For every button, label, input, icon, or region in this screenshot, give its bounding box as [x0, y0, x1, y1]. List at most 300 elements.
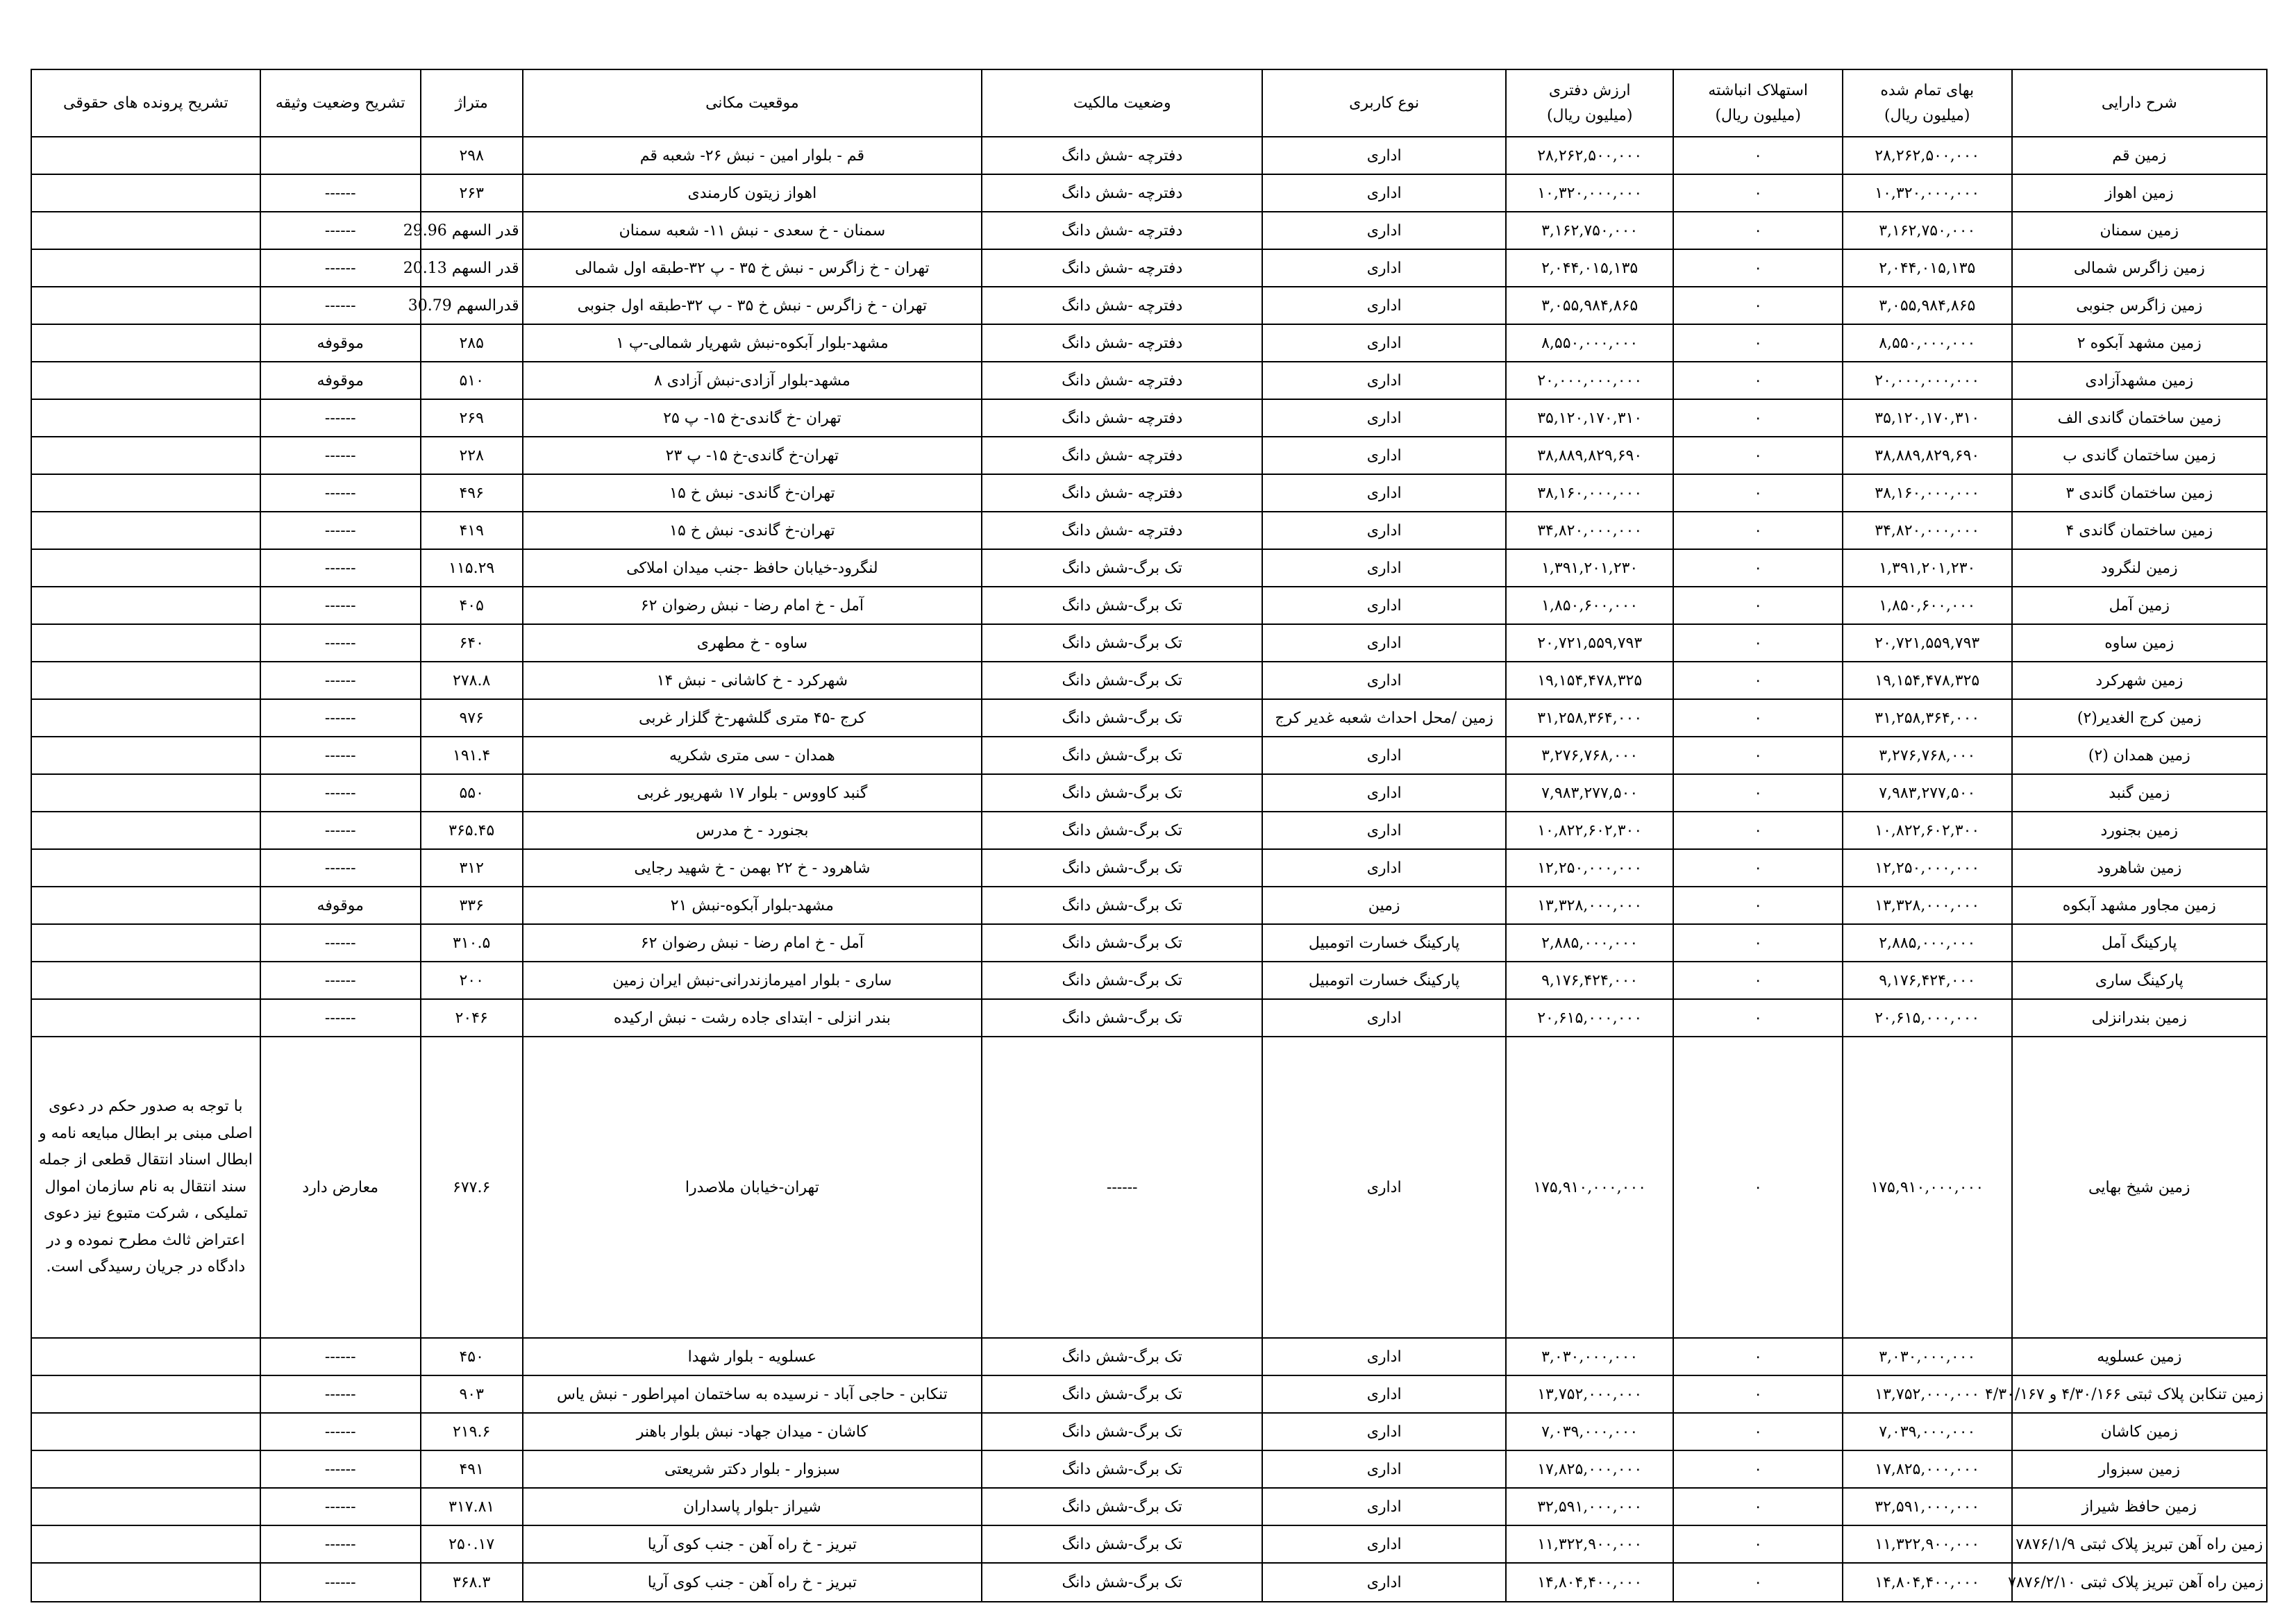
- area-cell: ۲۶۳: [421, 174, 523, 212]
- header-cost-title: بهای تمام شده: [1880, 82, 1975, 100]
- usage-cell: اداری: [1262, 174, 1506, 212]
- cost-cell: ۱۰,۳۲۰,۰۰۰,۰۰۰: [1843, 174, 2012, 212]
- usage-cell: اداری: [1262, 587, 1506, 624]
- header-asset: شرح دارایی: [2012, 69, 2267, 137]
- book-value-cell: ۱۰,۳۲۰,۰۰۰,۰۰۰: [1506, 174, 1673, 212]
- asset-name-cell: زمین تنکابن پلاک ثبتی ۴/۳۰/۱۶۶ و ۴/۳۰/۱۶۷: [2012, 1375, 2267, 1413]
- book-value-cell: ۱۳,۳۲۸,۰۰۰,۰۰۰: [1506, 887, 1673, 924]
- legal-cell: [31, 924, 260, 962]
- depreciation-cell: ۰: [1673, 1413, 1843, 1450]
- mortgage-cell: ------: [260, 699, 421, 737]
- header-mortgage: تشریح وضعیت وثیقه: [260, 69, 421, 137]
- area-cell: قدر السهم 20.13: [421, 249, 523, 287]
- table-row: [31, 737, 2267, 774]
- table-row: [31, 1375, 2267, 1413]
- depreciation-cell: ۰: [1673, 174, 1843, 212]
- legal-cell: [31, 474, 260, 512]
- asset-name-cell: زمین ساختمان گاندی الف: [2012, 399, 2267, 437]
- usage-cell: اداری: [1262, 212, 1506, 249]
- location-cell: تنکابن - حاجی آباد - نرسیده به ساختمان امپراطور - نبش یاس: [523, 1375, 982, 1413]
- table-row: [31, 212, 2267, 249]
- asset-name-cell: زمین زاگرس شمالی: [2012, 249, 2267, 287]
- usage-cell: اداری: [1262, 249, 1506, 287]
- location-cell: آمل - خ امام رضا - نبش رضوان ۶۲: [523, 924, 982, 962]
- location-cell: کاشان - میدان جهاد- نبش بلوار باهنر: [523, 1413, 982, 1450]
- mortgage-cell: ------: [260, 399, 421, 437]
- location-cell: بجنورد - خ مدرس: [523, 812, 982, 849]
- ownership-cell: تک برگ-شش دانگ: [982, 1488, 1262, 1525]
- usage-cell: زمین /محل احداث شعبه غدیر کرج: [1262, 699, 1506, 737]
- cost-cell: ۳,۰۳۰,۰۰۰,۰۰۰: [1843, 1338, 2012, 1375]
- area-cell: ۲۸۵: [421, 324, 523, 362]
- legal-cell: [31, 137, 260, 174]
- table-row: [31, 699, 2267, 737]
- mortgage-cell: ------: [260, 1488, 421, 1525]
- book-value-cell: ۳,۱۶۲,۷۵۰,۰۰۰: [1506, 212, 1673, 249]
- area-cell: ۲۰۴۶: [421, 999, 523, 1037]
- location-cell: تهران - خ زاگرس - نبش خ ۳۵ - پ ۳۲-طبقه اول جنوبی: [523, 287, 982, 324]
- depreciation-cell: ۰: [1673, 512, 1843, 549]
- cost-cell: ۱۳,۳۲۸,۰۰۰,۰۰۰: [1843, 887, 2012, 924]
- legal-cell: [31, 1338, 260, 1375]
- mortgage-cell: ------: [260, 1563, 421, 1602]
- table-row: [31, 1525, 2267, 1563]
- cost-cell: ۲۸,۲۶۲,۵۰۰,۰۰۰: [1843, 137, 2012, 174]
- table-row: [31, 962, 2267, 999]
- area-cell: ۱۹۱.۴: [421, 737, 523, 774]
- ownership-cell: دفترچه -شش دانگ: [982, 399, 1262, 437]
- location-cell: تهران-خ گاندی-خ ۱۵- پ ۲۳: [523, 437, 982, 474]
- cost-cell: ۱,۸۵۰,۶۰۰,۰۰۰: [1843, 587, 2012, 624]
- asset-name-cell: زمین راه آهن تبریز پلاک ثبتی ۷۸۷۶/۱/۹: [2012, 1525, 2267, 1563]
- depreciation-cell: ۰: [1673, 887, 1843, 924]
- header-ownership: وضعیت مالکیت: [982, 69, 1262, 137]
- usage-cell: اداری: [1262, 999, 1506, 1037]
- location-cell: گنبد کاووس - بلوار ۱۷ شهریور غربی: [523, 774, 982, 812]
- legal-cell: [31, 287, 260, 324]
- location-cell: عسلویه - بلوار شهدا: [523, 1338, 982, 1375]
- table-row: [31, 812, 2267, 849]
- header-book-value-title: ارزش دفتری: [1548, 82, 1631, 100]
- ownership-cell: دفترچه -شش دانگ: [982, 249, 1262, 287]
- ownership-cell: تک برگ-شش دانگ: [982, 999, 1262, 1037]
- ownership-cell: تک برگ-شش دانگ: [982, 549, 1262, 587]
- mortgage-cell: موقوفه: [260, 362, 421, 399]
- header-book-value-unit: (میلیون ریال): [1546, 106, 1633, 124]
- cost-cell: ۸,۵۵۰,۰۰۰,۰۰۰: [1843, 324, 2012, 362]
- legal-cell: [31, 437, 260, 474]
- ownership-cell: تک برگ-شش دانگ: [982, 1338, 1262, 1375]
- header-cost-unit: (میلیون ریال): [1884, 106, 1970, 124]
- area-cell: ۵۱۰: [421, 362, 523, 399]
- asset-name-cell: زمین زاگرس جنوبی: [2012, 287, 2267, 324]
- depreciation-cell: ۰: [1673, 437, 1843, 474]
- table-row: [31, 1037, 2267, 1338]
- mortgage-cell: ------: [260, 587, 421, 624]
- legal-cell: [31, 887, 260, 924]
- table-row: [31, 287, 2267, 324]
- book-value-cell: ۲,۰۴۴,۰۱۵,۱۳۵: [1506, 249, 1673, 287]
- legal-cell: [31, 1488, 260, 1525]
- cost-cell: ۳۸,۱۶۰,۰۰۰,۰۰۰: [1843, 474, 2012, 512]
- asset-name-cell: زمین بجنورد: [2012, 812, 2267, 849]
- table-row: [31, 999, 2267, 1037]
- legal-cell: [31, 174, 260, 212]
- area-cell: ۲۰۰: [421, 962, 523, 999]
- location-cell: لنگرود-خیابان حافظ -جنب میدان املاکی: [523, 549, 982, 587]
- book-value-cell: ۸,۵۵۰,۰۰۰,۰۰۰: [1506, 324, 1673, 362]
- location-cell: کرج -۴۵ متری گلشهر-خ گلزار غربی: [523, 699, 982, 737]
- depreciation-cell: ۰: [1673, 1488, 1843, 1525]
- asset-name-cell: زمین سمنان: [2012, 212, 2267, 249]
- depreciation-cell: ۰: [1673, 849, 1843, 887]
- book-value-cell: ۱۲,۲۵۰,۰۰۰,۰۰۰: [1506, 849, 1673, 887]
- asset-name-cell: زمین ساختمان گاندی ۴: [2012, 512, 2267, 549]
- location-cell: تهران-خیابان ملاصدرا: [523, 1037, 982, 1338]
- legal-cell: [31, 699, 260, 737]
- area-cell: قدر السهم 29.96: [421, 212, 523, 249]
- table-row: [31, 474, 2267, 512]
- usage-cell: اداری: [1262, 549, 1506, 587]
- usage-cell: اداری: [1262, 812, 1506, 849]
- asset-name-cell: زمین مشهدآزادی: [2012, 362, 2267, 399]
- depreciation-cell: ۰: [1673, 812, 1843, 849]
- header-depreciation-title: استهلاک انباشته: [1708, 82, 1808, 100]
- table-row: [31, 624, 2267, 662]
- depreciation-cell: ۰: [1673, 1037, 1843, 1338]
- location-cell: تبریز - خ راه آهن - جنب کوی آریا: [523, 1563, 982, 1602]
- ownership-cell: تک برگ-شش دانگ: [982, 812, 1262, 849]
- mortgage-cell: ------: [260, 1413, 421, 1450]
- asset-name-cell: زمین حافظ شیراز: [2012, 1488, 2267, 1525]
- cost-cell: ۳۱,۲۵۸,۳۶۴,۰۰۰: [1843, 699, 2012, 737]
- legal-cell: [31, 362, 260, 399]
- table-row: [31, 849, 2267, 887]
- depreciation-cell: ۰: [1673, 399, 1843, 437]
- mortgage-cell: ------: [260, 849, 421, 887]
- depreciation-cell: ۰: [1673, 287, 1843, 324]
- legal-cell: [31, 962, 260, 999]
- usage-cell: اداری: [1262, 774, 1506, 812]
- asset-name-cell: پارکینگ ساری: [2012, 962, 2267, 999]
- area-cell: ۳۶۵.۴۵: [421, 812, 523, 849]
- mortgage-cell: ------: [260, 249, 421, 287]
- asset-name-cell: زمین همدان (۲): [2012, 737, 2267, 774]
- location-cell: همدان - سی متری شکریه: [523, 737, 982, 774]
- depreciation-cell: ۰: [1673, 324, 1843, 362]
- book-value-cell: ۱۴,۸۰۴,۴۰۰,۰۰۰: [1506, 1563, 1673, 1602]
- book-value-cell: ۱۳,۷۵۲,۰۰۰,۰۰۰: [1506, 1375, 1673, 1413]
- ownership-cell: دفترچه -شش دانگ: [982, 287, 1262, 324]
- mortgage-cell: [260, 137, 421, 174]
- asset-name-cell: زمین قم: [2012, 137, 2267, 174]
- usage-cell: اداری: [1262, 624, 1506, 662]
- legal-cell: [31, 1563, 260, 1602]
- area-cell: ۳۱۰.۵: [421, 924, 523, 962]
- book-value-cell: ۲۰,۶۱۵,۰۰۰,۰۰۰: [1506, 999, 1673, 1037]
- table-row: [31, 1450, 2267, 1488]
- cost-cell: ۲۰,۶۱۵,۰۰۰,۰۰۰: [1843, 999, 2012, 1037]
- location-cell: ساری - بلوار امیرمازندرانی-نبش ایران زمین: [523, 962, 982, 999]
- location-cell: تهران -خ گاندی-خ ۱۵- پ ۲۵: [523, 399, 982, 437]
- area-cell: ۴۹۱: [421, 1450, 523, 1488]
- ownership-cell: تک برگ-شش دانگ: [982, 887, 1262, 924]
- depreciation-cell: ۰: [1673, 699, 1843, 737]
- location-cell: شیراز -بلوار پاسداران: [523, 1488, 982, 1525]
- usage-cell: اداری: [1262, 849, 1506, 887]
- ownership-cell: دفترچه -شش دانگ: [982, 174, 1262, 212]
- depreciation-cell: ۰: [1673, 249, 1843, 287]
- book-value-cell: ۳,۰۳۰,۰۰۰,۰۰۰: [1506, 1338, 1673, 1375]
- depreciation-cell: ۰: [1673, 962, 1843, 999]
- book-value-cell: ۳۸,۸۸۹,۸۲۹,۶۹۰: [1506, 437, 1673, 474]
- asset-name-cell: زمین اهواز: [2012, 174, 2267, 212]
- cost-cell: ۱۹,۱۵۴,۴۷۸,۳۲۵: [1843, 662, 2012, 699]
- cost-cell: ۳,۱۶۲,۷۵۰,۰۰۰: [1843, 212, 2012, 249]
- mortgage-cell: ------: [260, 737, 421, 774]
- legal-cell: [31, 1525, 260, 1563]
- depreciation-cell: ۰: [1673, 212, 1843, 249]
- area-cell: ۲۶۹: [421, 399, 523, 437]
- usage-cell: زمین: [1262, 887, 1506, 924]
- mortgage-cell: ------: [260, 212, 421, 249]
- book-value-cell: ۱۹,۱۵۴,۴۷۸,۳۲۵: [1506, 662, 1673, 699]
- location-cell: مشهد-بلوار آبکوه-نبش ۲۱: [523, 887, 982, 924]
- mortgage-cell: ------: [260, 812, 421, 849]
- ownership-cell: تک برگ-شش دانگ: [982, 1525, 1262, 1563]
- book-value-cell: ۳۲,۵۹۱,۰۰۰,۰۰۰: [1506, 1488, 1673, 1525]
- book-value-cell: ۱,۸۵۰,۶۰۰,۰۰۰: [1506, 587, 1673, 624]
- header-row: [31, 69, 2267, 137]
- mortgage-cell: ------: [260, 774, 421, 812]
- area-cell: ۲۱۹.۶: [421, 1413, 523, 1450]
- ownership-cell: تک برگ-شش دانگ: [982, 662, 1262, 699]
- ownership-cell: تک برگ-شش دانگ: [982, 699, 1262, 737]
- asset-name-cell: زمین عسلویه: [2012, 1338, 2267, 1375]
- legal-cell: [31, 324, 260, 362]
- ownership-cell: تک برگ-شش دانگ: [982, 924, 1262, 962]
- header-location: موقعیت مکانی: [523, 69, 982, 137]
- legal-cell: [31, 849, 260, 887]
- book-value-cell: ۳,۰۵۵,۹۸۴,۸۶۵: [1506, 287, 1673, 324]
- table-row: [31, 324, 2267, 362]
- cost-cell: ۲,۸۸۵,۰۰۰,۰۰۰: [1843, 924, 2012, 962]
- area-cell: قدرالسهم 30.79: [421, 287, 523, 324]
- usage-cell: اداری: [1262, 1338, 1506, 1375]
- mortgage-cell: ------: [260, 512, 421, 549]
- asset-name-cell: زمین سبزوار: [2012, 1450, 2267, 1488]
- header-depreciation: [1673, 69, 1843, 137]
- area-cell: ۳۳۶: [421, 887, 523, 924]
- book-value-cell: ۱,۳۹۱,۲۰۱,۲۳۰: [1506, 549, 1673, 587]
- depreciation-cell: ۰: [1673, 1450, 1843, 1488]
- table-row: [31, 399, 2267, 437]
- table-row: [31, 774, 2267, 812]
- usage-cell: اداری: [1262, 362, 1506, 399]
- ownership-cell: دفترچه -شش دانگ: [982, 512, 1262, 549]
- header-area: متراژ: [421, 69, 523, 137]
- area-cell: ۳۱۷.۸۱: [421, 1488, 523, 1525]
- area-cell: ۴۱۹: [421, 512, 523, 549]
- usage-cell: اداری: [1262, 1450, 1506, 1488]
- asset-name-cell: زمین ساوه: [2012, 624, 2267, 662]
- area-cell: ۲۵۰.۱۷: [421, 1525, 523, 1563]
- asset-name-cell: پارکینگ آمل: [2012, 924, 2267, 962]
- depreciation-cell: ۰: [1673, 924, 1843, 962]
- area-cell: ۲۷۸.۸: [421, 662, 523, 699]
- mortgage-cell: ------: [260, 624, 421, 662]
- asset-name-cell: زمین راه آهن تبریز پلاک ثبتی ۷۸۷۶/۲/۱۰: [2012, 1563, 2267, 1602]
- table-row: [31, 362, 2267, 399]
- mortgage-cell: ------: [260, 287, 421, 324]
- mortgage-cell: ------: [260, 999, 421, 1037]
- ownership-cell: تک برگ-شش دانگ: [982, 774, 1262, 812]
- usage-cell: اداری: [1262, 287, 1506, 324]
- book-value-cell: ۲۸,۲۶۲,۵۰۰,۰۰۰: [1506, 137, 1673, 174]
- area-cell: ۴۰۵: [421, 587, 523, 624]
- mortgage-cell: ------: [260, 924, 421, 962]
- location-cell: تهران - خ زاگرس - نبش خ ۳۵ - پ ۳۲-طبقه اول شمالی: [523, 249, 982, 287]
- legal-cell: [31, 587, 260, 624]
- usage-cell: اداری: [1262, 324, 1506, 362]
- asset-name-cell: زمین شیخ بهایی: [2012, 1037, 2267, 1338]
- legal-cell: [31, 549, 260, 587]
- location-cell: بندر انزلی - ابتدای جاده رشت - نبش ارکیده: [523, 999, 982, 1037]
- mortgage-cell: معارض دارد: [260, 1037, 421, 1338]
- depreciation-cell: ۰: [1673, 1525, 1843, 1563]
- cost-cell: ۱۷۵,۹۱۰,۰۰۰,۰۰۰: [1843, 1037, 2012, 1338]
- location-cell: تهران-خ گاندی- نبش خ ۱۵: [523, 474, 982, 512]
- header-legal: تشریح پرونده های حقوقی: [31, 69, 260, 137]
- ownership-cell: دفترچه -شش دانگ: [982, 437, 1262, 474]
- location-cell: ساوه - خ مطهری: [523, 624, 982, 662]
- mortgage-cell: موقوفه: [260, 324, 421, 362]
- table-row: [31, 1413, 2267, 1450]
- table-row: [31, 887, 2267, 924]
- usage-cell: اداری: [1262, 1563, 1506, 1602]
- legal-cell: [31, 249, 260, 287]
- header-usage: نوع کاربری: [1262, 69, 1506, 137]
- depreciation-cell: ۰: [1673, 999, 1843, 1037]
- table-row: [31, 137, 2267, 174]
- depreciation-cell: ۰: [1673, 774, 1843, 812]
- depreciation-cell: ۰: [1673, 1375, 1843, 1413]
- asset-name-cell: زمین شاهرود: [2012, 849, 2267, 887]
- depreciation-cell: ۰: [1673, 137, 1843, 174]
- usage-cell: اداری: [1262, 474, 1506, 512]
- depreciation-cell: ۰: [1673, 362, 1843, 399]
- book-value-cell: ۳۴,۸۲۰,۰۰۰,۰۰۰: [1506, 512, 1673, 549]
- cost-cell: ۱۷,۸۲۵,۰۰۰,۰۰۰: [1843, 1450, 2012, 1488]
- cost-cell: ۳۵,۱۲۰,۱۷۰,۳۱۰: [1843, 399, 2012, 437]
- area-cell: ۵۵۰: [421, 774, 523, 812]
- asset-name-cell: زمین مشهد آبکوه ۲: [2012, 324, 2267, 362]
- legal-cell: [31, 1450, 260, 1488]
- cost-cell: ۳,۰۵۵,۹۸۴,۸۶۵: [1843, 287, 2012, 324]
- depreciation-cell: ۰: [1673, 662, 1843, 699]
- ownership-cell: دفترچه -شش دانگ: [982, 137, 1262, 174]
- table-row: [31, 924, 2267, 962]
- usage-cell: اداری: [1262, 137, 1506, 174]
- location-cell: تبریز - خ راه آهن - جنب کوی آریا: [523, 1525, 982, 1563]
- ownership-cell: تک برگ-شش دانگ: [982, 849, 1262, 887]
- cost-cell: ۳۴,۸۲۰,۰۰۰,۰۰۰: [1843, 512, 2012, 549]
- location-cell: سبزوار - بلوار دکتر شریعتی: [523, 1450, 982, 1488]
- book-value-cell: ۳۸,۱۶۰,۰۰۰,۰۰۰: [1506, 474, 1673, 512]
- cost-cell: ۲۰,۷۲۱,۵۵۹,۷۹۳: [1843, 624, 2012, 662]
- usage-cell: اداری: [1262, 437, 1506, 474]
- book-value-cell: ۹,۱۷۶,۴۲۴,۰۰۰: [1506, 962, 1673, 999]
- area-cell: ۳۱۲: [421, 849, 523, 887]
- book-value-cell: ۷,۹۸۳,۲۷۷,۵۰۰: [1506, 774, 1673, 812]
- asset-name-cell: زمین بندرانزلی: [2012, 999, 2267, 1037]
- mortgage-cell: ------: [260, 1338, 421, 1375]
- cost-cell: ۱۴,۸۰۴,۴۰۰,۰۰۰: [1843, 1563, 2012, 1602]
- ownership-cell: تک برگ-شش دانگ: [982, 1450, 1262, 1488]
- book-value-cell: ۲,۸۸۵,۰۰۰,۰۰۰: [1506, 924, 1673, 962]
- legal-cell: [31, 512, 260, 549]
- book-value-cell: ۳,۲۷۶,۷۶۸,۰۰۰: [1506, 737, 1673, 774]
- depreciation-cell: ۰: [1673, 474, 1843, 512]
- ownership-cell: ------: [982, 1037, 1262, 1338]
- asset-name-cell: زمین گنبد: [2012, 774, 2267, 812]
- area-cell: ۳۶۸.۳: [421, 1563, 523, 1602]
- area-cell: ۹۰۳: [421, 1375, 523, 1413]
- ownership-cell: دفترچه -شش دانگ: [982, 212, 1262, 249]
- table-row: [31, 512, 2267, 549]
- location-cell: شاهرود - خ ۲۲ بهمن - خ شهید رجایی: [523, 849, 982, 887]
- table-row: [31, 249, 2267, 287]
- usage-cell: اداری: [1262, 512, 1506, 549]
- mortgage-cell: ------: [260, 1450, 421, 1488]
- cost-cell: ۳۲,۵۹۱,۰۰۰,۰۰۰: [1843, 1488, 2012, 1525]
- book-value-cell: ۱۰,۸۲۲,۶۰۲,۳۰۰: [1506, 812, 1673, 849]
- book-value-cell: ۱۷۵,۹۱۰,۰۰۰,۰۰۰: [1506, 1037, 1673, 1338]
- cost-cell: ۱,۳۹۱,۲۰۱,۲۳۰: [1843, 549, 2012, 587]
- ownership-cell: تک برگ-شش دانگ: [982, 1375, 1262, 1413]
- location-cell: سمنان - خ سعدی - نبش ۱۱- شعبه سمنان: [523, 212, 982, 249]
- ownership-cell: تک برگ-شش دانگ: [982, 737, 1262, 774]
- usage-cell: اداری: [1262, 662, 1506, 699]
- legal-cell: با توجه به صدور حکم در دعوی اصلی مبنی بر ابطال مبایعه نامه و ابطال اسناد انتقال قطعی از جمله سند انتقال به نام سازمان اموال تملیکی ، شرکت متبوع نیز دعوی اعتراض ثالث مطرح نموده و در دادگاه در جریان رسیدگی است.: [31, 1037, 260, 1338]
- ownership-cell: دفترچه -شش دانگ: [982, 362, 1262, 399]
- book-value-cell: ۳۵,۱۲۰,۱۷۰,۳۱۰: [1506, 399, 1673, 437]
- cost-cell: ۹,۱۷۶,۴۲۴,۰۰۰: [1843, 962, 2012, 999]
- usage-cell: اداری: [1262, 1375, 1506, 1413]
- table-row: [31, 662, 2267, 699]
- legal-cell: [31, 999, 260, 1037]
- book-value-cell: ۱۱,۳۲۲,۹۰۰,۰۰۰: [1506, 1525, 1673, 1563]
- asset-rows: [31, 137, 2267, 1602]
- usage-cell: اداری: [1262, 399, 1506, 437]
- table-row: [31, 174, 2267, 212]
- asset-name-cell: زمین شهرکرد: [2012, 662, 2267, 699]
- depreciation-cell: ۰: [1673, 587, 1843, 624]
- mortgage-cell: ------: [260, 1525, 421, 1563]
- location-cell: قم - بلوار امین - نبش ۲۶- شعبه قم: [523, 137, 982, 174]
- mortgage-cell: ------: [260, 962, 421, 999]
- depreciation-cell: ۰: [1673, 1338, 1843, 1375]
- location-cell: مشهد-بلوار آبکوه-نبش شهریار شمالی-پ ۱: [523, 324, 982, 362]
- table-row: [31, 1563, 2267, 1602]
- mortgage-cell: ------: [260, 474, 421, 512]
- area-cell: ۲۲۸: [421, 437, 523, 474]
- cost-cell: ۲,۰۴۴,۰۱۵,۱۳۵: [1843, 249, 2012, 287]
- legal-cell: [31, 1413, 260, 1450]
- location-cell: اهواز زیتون کارمندی: [523, 174, 982, 212]
- usage-cell: اداری: [1262, 737, 1506, 774]
- area-cell: ۶۴۰: [421, 624, 523, 662]
